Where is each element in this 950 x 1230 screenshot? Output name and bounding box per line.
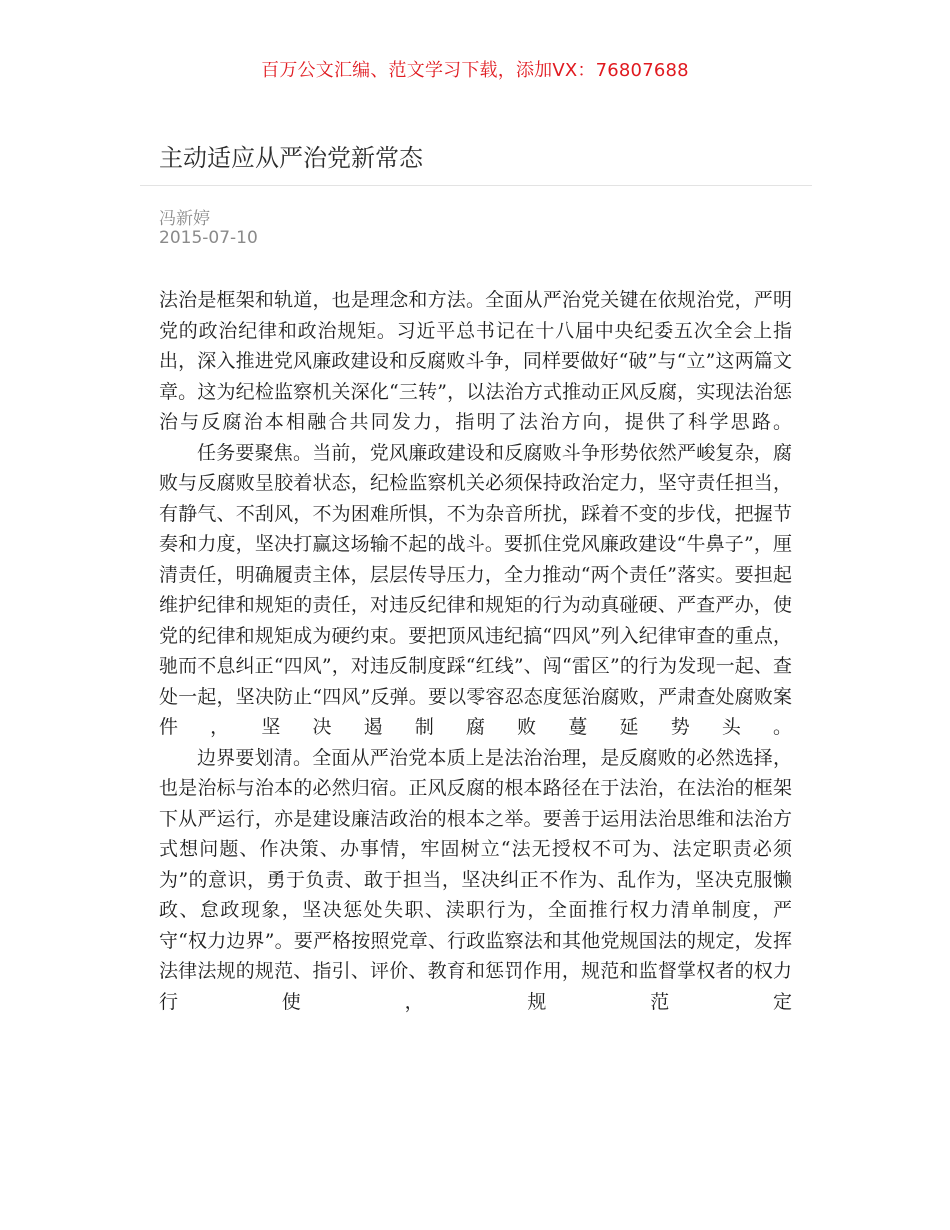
article-body	[159, 285, 792, 1017]
title-divider	[140, 185, 812, 186]
article-author: 冯新婷	[159, 209, 210, 229]
article-title: 主动适应从严治党新常态	[159, 144, 423, 172]
paragraph: 法治是框架和轨道，也是理念和方法。全面从严治党关键在依规治党，严明党的政治纪律和政治规矩。习近平总书记在十八届中央纪委五次全会上指出，深入推进党风廉政建设和反腐败斗争，同样要做好“破”与“立”这两篇文章。这为纪检监察机关深化“三转”，以法治方式推动正风反腐，实现法治惩治与反腐治本相融合共同发力，指明了法治方向，提供了科学思路。	[159, 289, 792, 433]
promo-banner: 百万公文汇编、范文学习下载，添加VX：76807688	[261, 60, 689, 81]
article-date: 2015-07-10	[159, 228, 258, 248]
paragraph: 任务要聚焦。当前，党风廉政建设和反腐败斗争形势依然严峻复杂，腐败与反腐败呈胶着状态，纪检监察机关必须保持政治定力，坚守责任担当，有静气、不刮风，不为困难所惧，不为杂音所扰，踩着不变的步伐，把握节奏和力度，坚决打赢这场输不起的战斗。要抓住党风廉政建设“牛鼻子”，厘清责任，明确履责主体，层层传导压力，全力推动“两个责任”落实。要担起维护纪律和规矩的责任，对违反纪律和规矩的行为动真碰硬、严查严办，使党的纪律和规矩成为硬约束。要把顶风违纪搞“四风”列入纪律审查的重点，驰而不息纠正“四风”，对违反制度踩“红线”、闯“雷区”的行为发现一起、查处一起，坚决防止“四风”反弹。要以零容忍态度惩治腐败，严肃查处腐败案件，坚决遏制腐败蔓延势头。	[159, 441, 792, 738]
paragraph: 边界要划清。全面从严治党本质上是法治治理，是反腐败的必然选择，也是治标与治本的必然归宿。正风反腐的根本路径在于法治，在法治的框架下从严运行，亦是建设廉洁政治的根本之举。要善于运用法治思维和法治方式想问题、作决策、办事情，牢固树立“法无授权不可为、法定职责必须为”的意识，勇于负责、敢于担当，坚决纠正不作为、乱作为，坚决克服懒政、怠政现象，坚决惩处失职、渎职行为，全面推行权力清单制度，严守“权力边界”。要严格按照党章、行政监察法和其他党规国法的规定，发挥法律法规的规范、指引、评价、教育和惩罚作用，规范和监督掌权者的权力行使，规范定	[159, 746, 792, 1013]
